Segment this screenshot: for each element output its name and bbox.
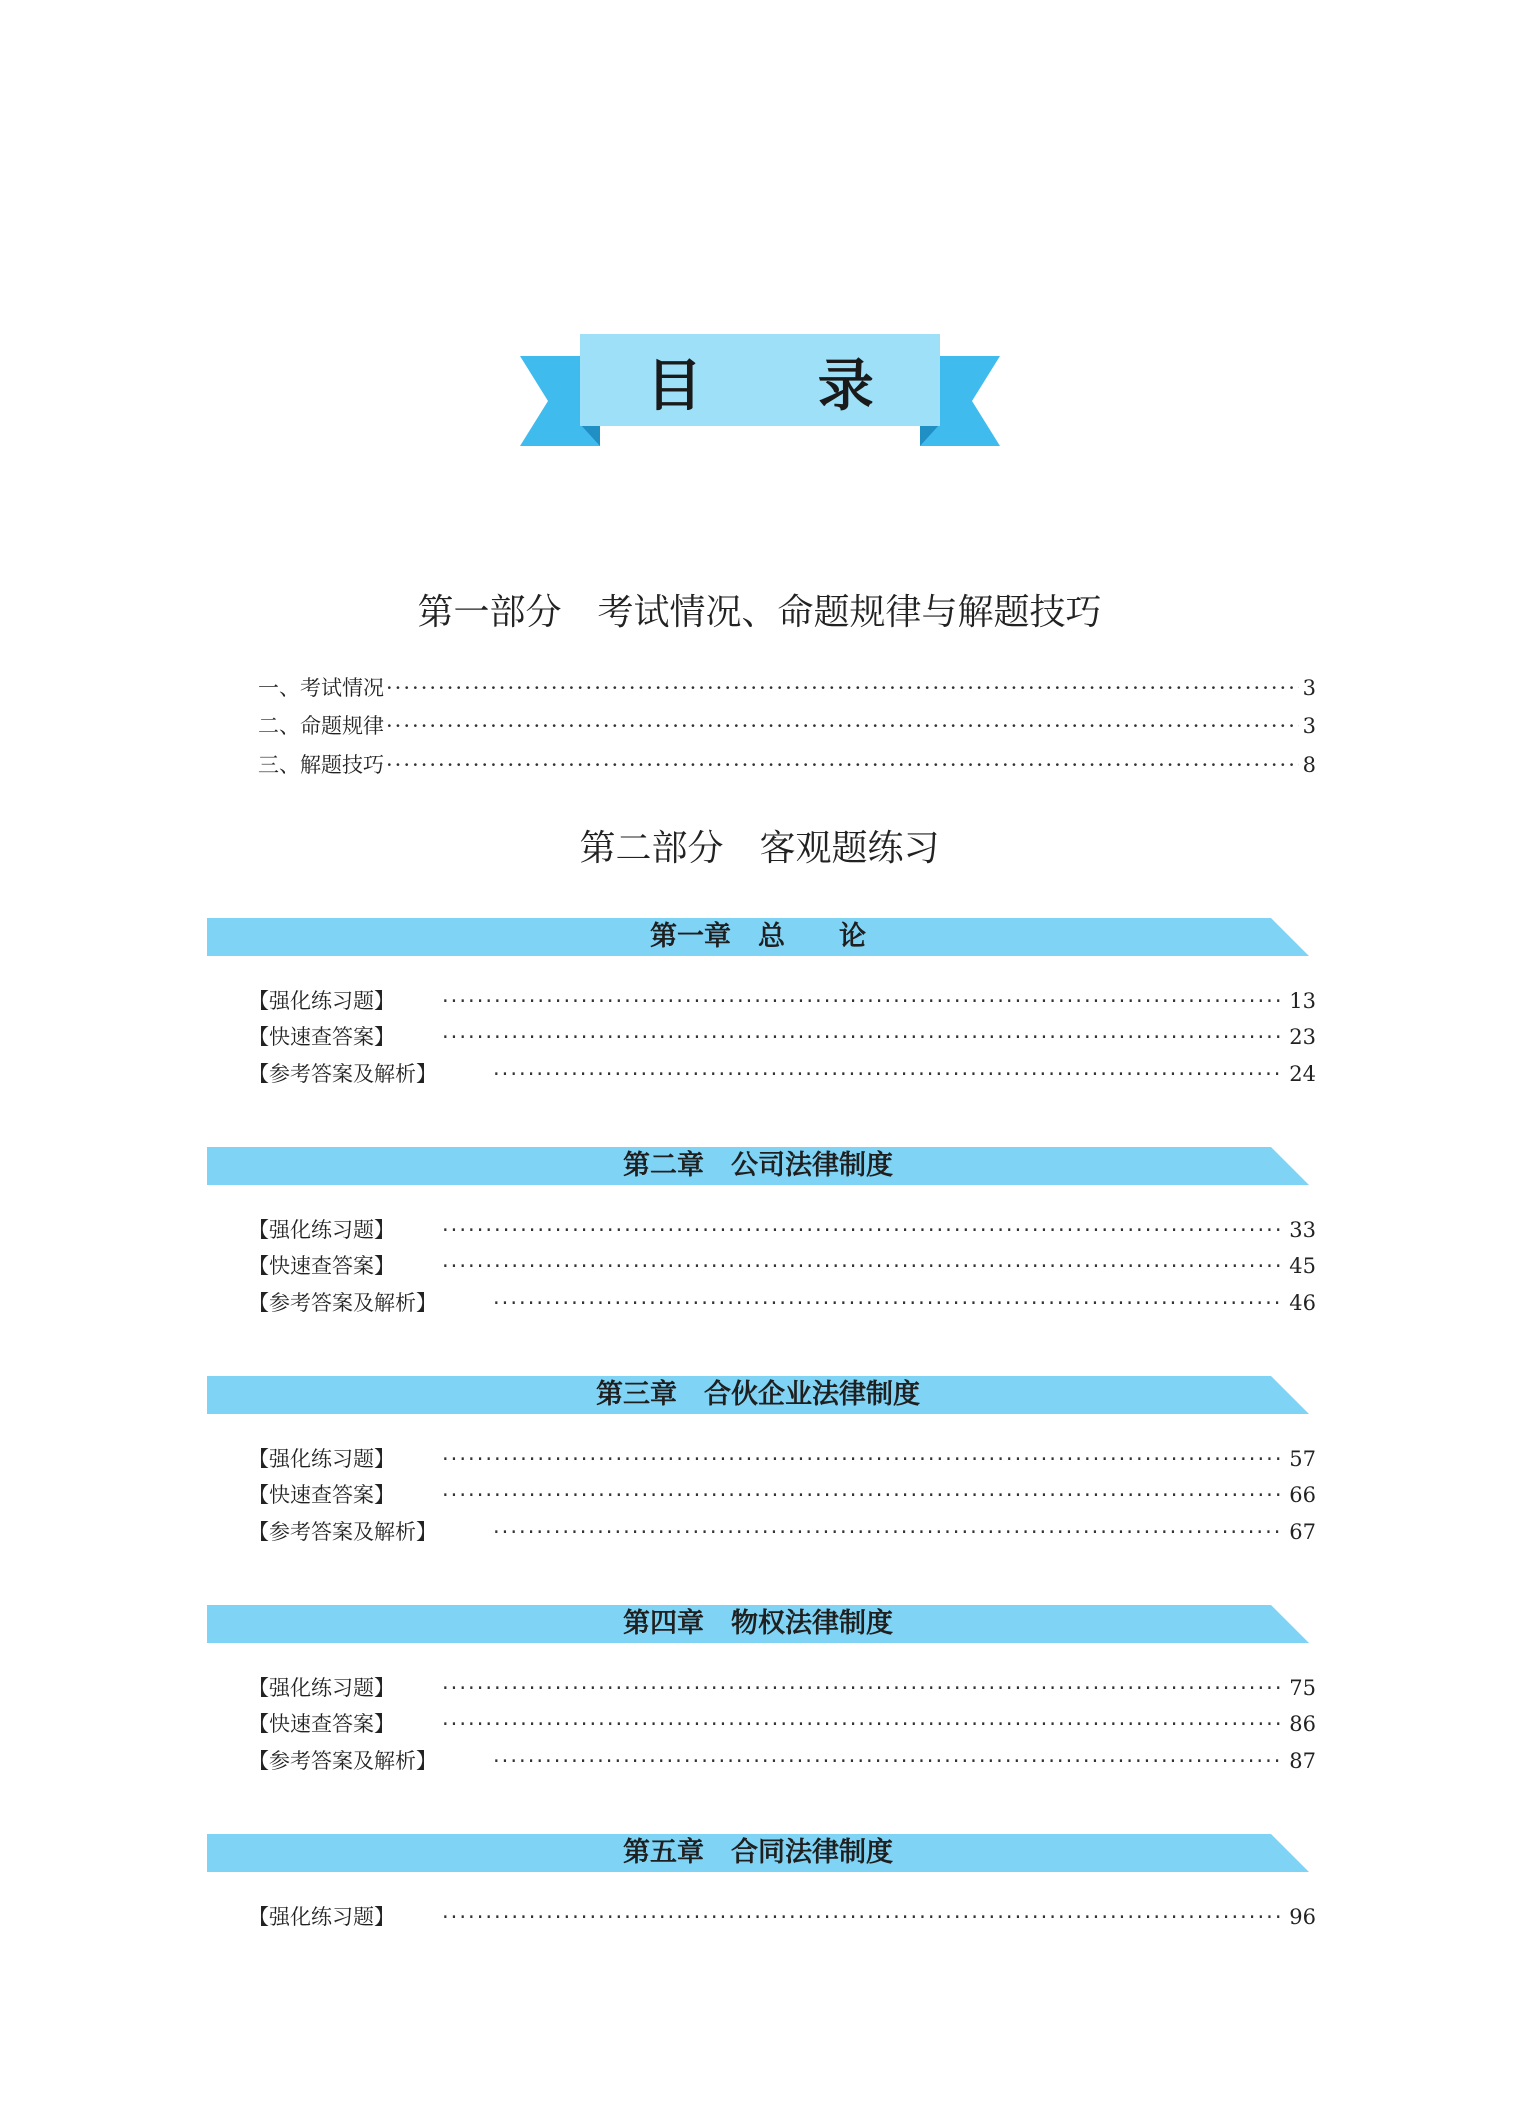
toc-item-page: 66	[1289, 1483, 1316, 1507]
toc-item-page: 87	[1289, 1749, 1316, 1773]
chapter-title: 第一章 总 论	[650, 921, 866, 952]
chapter-header[interactable]	[207, 1147, 1309, 1185]
dot-leader	[442, 989, 1283, 1013]
toc-item[interactable]: 【强化练习题】 ····· 13	[248, 985, 1316, 1015]
toc-item[interactable]: 【快速查答案】 ····· 66	[248, 1479, 1316, 1509]
dot-leader	[386, 676, 1299, 700]
toc-item-page: 96	[1289, 1905, 1316, 1929]
dot-leader	[493, 1749, 1283, 1773]
chapter-title: 第三章 合伙企业法律制度	[596, 1379, 920, 1410]
toc-item[interactable]	[258, 672, 1316, 702]
toc-item-page: 86	[1289, 1712, 1316, 1736]
toc-item[interactable]: 【强化练习题】 ····· 57	[248, 1443, 1316, 1473]
toc-item[interactable]: 【强化练习题】 ····· 96	[248, 1901, 1316, 1931]
chapter-title: 第五章 合同法律制度	[623, 1837, 893, 1868]
chapter-title: 第四章 物权法律制度	[623, 1608, 893, 1639]
toc-item-page: 67	[1289, 1520, 1316, 1544]
chapter-header[interactable]	[207, 1605, 1309, 1643]
toc-item[interactable]: 【参考答案及解析】 ····· 46	[248, 1287, 1316, 1317]
toc-item-page: 3	[1302, 714, 1316, 738]
toc-item-page: 57	[1289, 1447, 1316, 1471]
chapter-title: 第二章 公司法律制度	[623, 1150, 893, 1181]
toc-item[interactable]: 【快速查答案】 ····· 86	[248, 1708, 1316, 1738]
toc-item-page: 45	[1289, 1254, 1316, 1278]
part1-title: 第一部分 考试情况、命题规律与解题技巧	[417, 592, 1102, 633]
toc-item[interactable]: 【快速查答案】 ····· 45	[248, 1250, 1316, 1280]
toc-item-page: 8	[1302, 753, 1316, 777]
toc-item[interactable]: 【强化练习题】 ····· 33	[248, 1214, 1316, 1244]
toc-title: 目 录	[646, 354, 922, 419]
toc-item-page: 46	[1289, 1291, 1316, 1315]
toc-item-page: 24	[1289, 1062, 1316, 1086]
toc-item-page: 3	[1302, 676, 1316, 700]
toc-item-page: 75	[1289, 1676, 1316, 1700]
toc-item[interactable]: 【参考答案及解析】 ····· 87	[248, 1745, 1316, 1775]
chapter-header[interactable]	[207, 1376, 1309, 1414]
toc-item-page: 33	[1289, 1218, 1316, 1242]
toc-item-page: 23	[1289, 1025, 1316, 1049]
dot-leader	[442, 1025, 1283, 1049]
toc-item[interactable]	[258, 710, 1316, 740]
toc-item[interactable]: 【快速查答案】 ····· 23	[248, 1021, 1316, 1051]
toc-item[interactable]: 【参考答案及解析】 ····· 67	[248, 1516, 1316, 1546]
chapter-header[interactable]	[207, 1834, 1309, 1872]
dot-leader	[493, 1291, 1283, 1315]
dot-leader	[493, 1520, 1283, 1544]
dot-leader	[442, 1447, 1283, 1471]
dot-leader	[442, 1712, 1283, 1736]
dot-leader	[442, 1905, 1283, 1929]
dot-leader	[386, 753, 1299, 777]
chapter-header[interactable]	[207, 918, 1309, 956]
toc-item-label: 一、考试情况	[258, 676, 384, 700]
dot-leader	[442, 1483, 1283, 1507]
toc-item-page: 13	[1289, 989, 1316, 1013]
toc-item[interactable]	[258, 749, 1316, 779]
toc-item[interactable]: 【强化练习题】 ····· 75	[248, 1672, 1316, 1702]
toc-item-label: 二、命题规律	[258, 714, 384, 738]
dot-leader	[442, 1218, 1283, 1242]
toc-item[interactable]: 【参考答案及解析】 ····· 24	[248, 1058, 1316, 1088]
part2-title: 第二部分 客观题练习	[579, 828, 940, 869]
dot-leader	[442, 1676, 1283, 1700]
dot-leader	[442, 1254, 1283, 1278]
dot-leader	[386, 714, 1299, 738]
dot-leader	[493, 1062, 1283, 1086]
toc-item-label: 三、解题技巧	[258, 753, 384, 777]
